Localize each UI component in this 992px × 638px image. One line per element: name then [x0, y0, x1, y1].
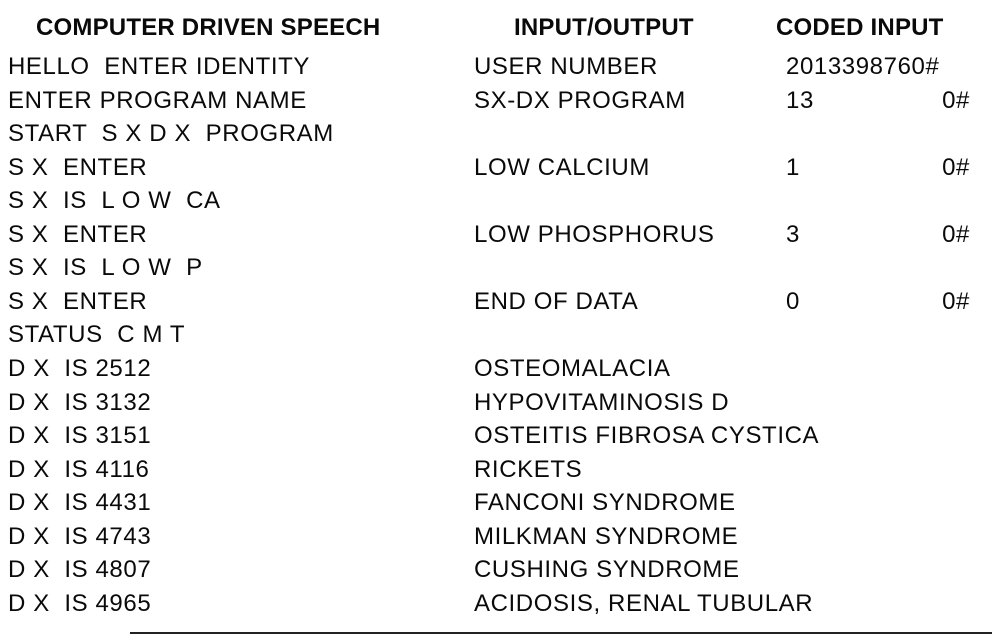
row-input-output-text: USER NUMBER [474, 53, 658, 80]
row-speech-text: D X IS 4431 [8, 489, 152, 517]
row-input-output-text: MILKMAN SYNDROME [474, 522, 739, 550]
header-input-output: INPUT/OUTPUT [514, 14, 694, 41]
row-speech-text: S X ENTER [8, 220, 148, 248]
row-coded-input-value: 2013398760# [786, 53, 940, 80]
transcript-row [0, 318, 992, 351]
transcript-row [0, 386, 992, 419]
row-input-output-text: LOW CALCIUM [474, 153, 650, 181]
row-speech-text: D X IS 3151 [8, 422, 152, 450]
transcript-row [0, 117, 992, 150]
row-input-output-text: FANCONI SYNDROME [474, 489, 736, 517]
row-speech-text: S X ENTER [8, 153, 148, 181]
transcript-row [0, 251, 992, 284]
transcript-row [0, 419, 992, 452]
transcript-row [0, 50, 992, 83]
transcript-row [0, 84, 992, 117]
row-input-output-text: SX-DX PROGRAM [474, 86, 686, 114]
row-input-output-text: OSTEITIS FIBROSA CYSTICA [474, 422, 820, 450]
row-speech-text: D X IS 4743 [8, 522, 152, 550]
row-speech-text: D X IS 4807 [8, 556, 152, 584]
transcript-row [0, 285, 992, 318]
row-coded-input-value: 1 [786, 153, 800, 181]
row-coded-input-value: 13 [786, 86, 814, 114]
row-input-output-text: CUSHING SYNDROME [474, 556, 740, 584]
transcript-row [0, 453, 992, 486]
row-speech-text: D X IS 4965 [8, 589, 152, 617]
row-coded-input-value: 3 [786, 220, 800, 248]
transcript-row [0, 151, 992, 184]
row-coded-input-terminator: 0# [942, 153, 970, 181]
row-input-output-text: RICKETS [474, 455, 583, 483]
row-input-output-text: OSTEOMALACIA [474, 354, 671, 382]
transcript-row [0, 520, 992, 553]
row-speech-text: S X IS L O W P [8, 254, 203, 282]
transcript-row [0, 587, 992, 620]
row-coded-input-terminator: 0# [942, 86, 970, 114]
row-speech-text: HELLO ENTER IDENTITY [8, 53, 310, 80]
row-input-output-text: HYPOVITAMINOSIS D [474, 388, 730, 416]
transcript-row [0, 486, 992, 519]
bottom-rule [130, 632, 992, 634]
row-speech-text: D X IS 2512 [8, 354, 152, 382]
row-input-output-text: LOW PHOSPHORUS [474, 220, 715, 248]
header-coded-input: CODED INPUT [776, 14, 944, 41]
transcript-row [0, 218, 992, 251]
transcript-row [0, 184, 992, 217]
row-coded-input-terminator: 0# [942, 220, 970, 248]
row-speech-text: STATUS C M T [8, 321, 186, 349]
row-coded-input-value: 0 [786, 287, 800, 315]
row-speech-text: ENTER PROGRAM NAME [8, 86, 307, 114]
transcript-row [0, 553, 992, 586]
row-input-output-text: END OF DATA [474, 287, 639, 315]
header-computer-driven-speech: COMPUTER DRIVEN SPEECH [36, 14, 381, 41]
transcript-row [0, 352, 992, 385]
row-coded-input-terminator: 0# [942, 287, 970, 315]
row-speech-text: S X ENTER [8, 287, 148, 315]
row-speech-text: START S X D X PROGRAM [8, 120, 334, 148]
row-input-output-text: ACIDOSIS, RENAL TUBULAR [474, 589, 814, 617]
row-speech-text: S X IS L O W CA [8, 187, 221, 215]
row-speech-text: D X IS 3132 [8, 388, 152, 416]
row-speech-text: D X IS 4116 [8, 455, 150, 483]
